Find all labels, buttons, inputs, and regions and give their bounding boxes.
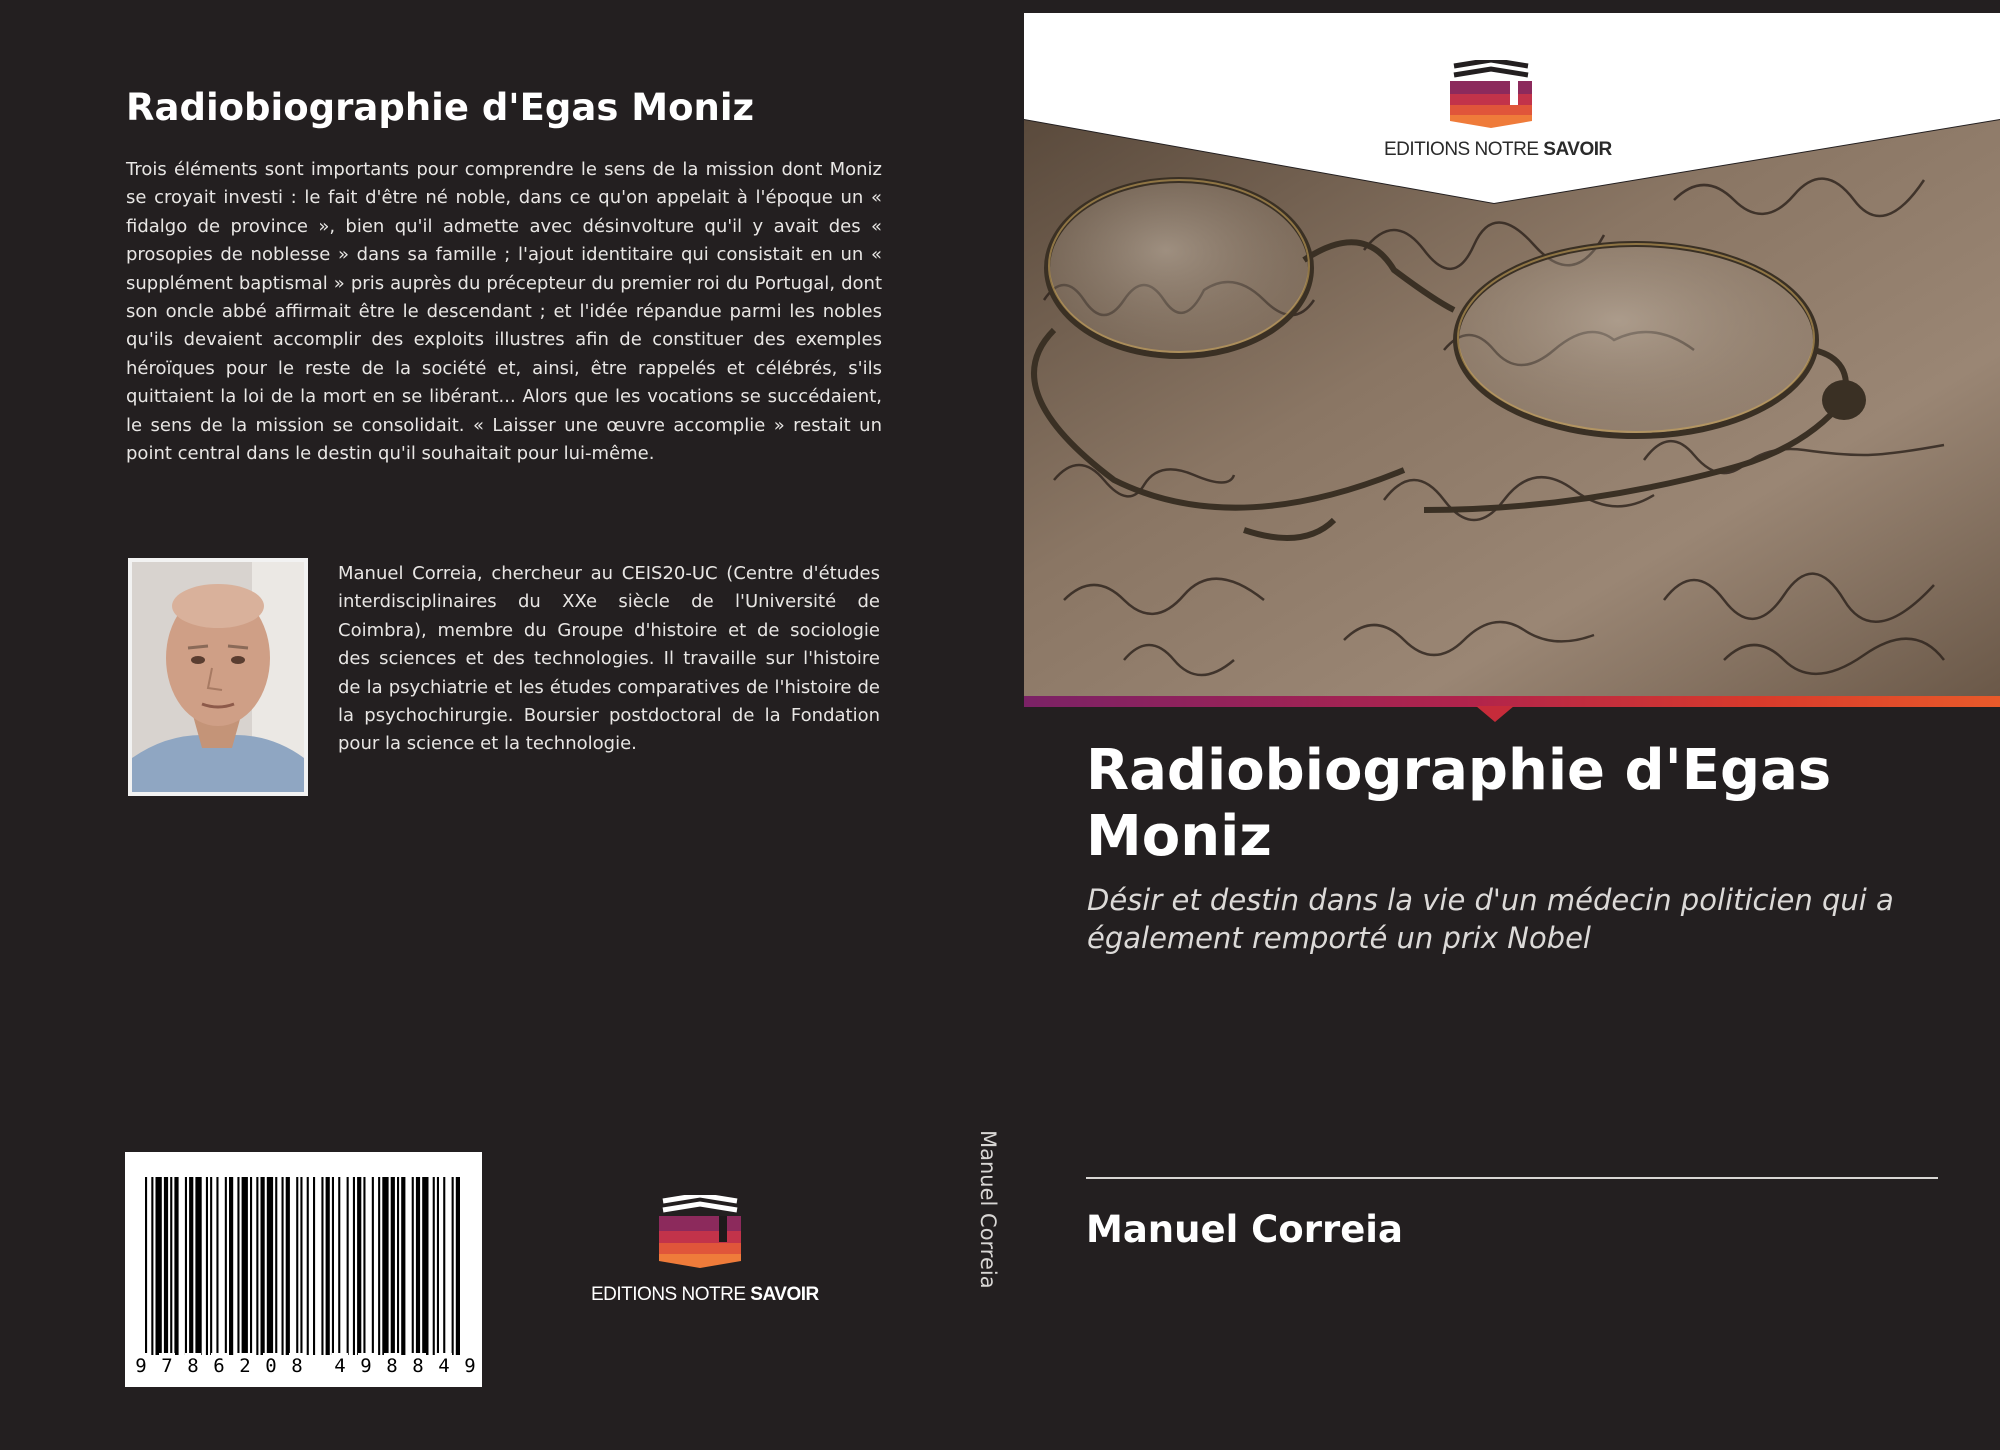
barcode-bar bbox=[412, 1177, 414, 1355]
barcode-bar bbox=[313, 1177, 315, 1355]
barcode-bar bbox=[229, 1177, 233, 1355]
publisher-name-light: EDITIONS NOTRE bbox=[591, 1284, 751, 1305]
barcode-bar bbox=[206, 1177, 208, 1355]
back-cover-blurb: Trois éléments sont importants pour comprendre le sens de la mission dont Moniz se croyait investi : le fait d'être né noble, dans ce qu'on appelait à l'époque un « fidalgo de province », bien qu'il admette avec désinvolture qu'il y avait des « prosopies de noblesse » dans sa famille ; l'ajout identitaire qui consistait en un « supplément baptismal » pris auprès du précepteur du premier roi du Portugal, dont son oncle abbé affirmait être le descendant ; et l'idée répandue parmi les nobles qu'ils devaient accomplir des exploits illustres afin de constituer des exemples héroïques pour le reste de la société et, ainsi, être rappelés et célébrés, s'ils quittaient la loi de la mort en se libérant... Alors que les vocations se succédaient, le sens de la mission se consolidait. « Laisser une œuvre accomplie » restait un point central dans le destin qu'il souhaitait pour lui-même. bbox=[126, 159, 882, 465]
barcode-bar bbox=[382, 1177, 388, 1355]
front-cover-title: Radiobiographie d'Egas Moniz bbox=[1086, 738, 1832, 869]
barcode-bar bbox=[300, 1177, 302, 1355]
barcode-bar bbox=[456, 1177, 460, 1355]
barcode-bar bbox=[433, 1177, 435, 1355]
barcode-bar bbox=[321, 1177, 323, 1355]
barcode-bar bbox=[170, 1177, 172, 1355]
barcode-bar bbox=[242, 1177, 248, 1355]
barcode-bar bbox=[185, 1177, 187, 1355]
barcode-bar bbox=[261, 1177, 265, 1355]
barcode-bar bbox=[357, 1177, 361, 1355]
barcode-bar bbox=[151, 1177, 153, 1355]
barcode-bar bbox=[189, 1177, 193, 1355]
isbn-digit: 8 bbox=[291, 1355, 303, 1377]
stacked-books-logo-icon bbox=[1446, 60, 1536, 128]
barcode-bar bbox=[195, 1177, 201, 1355]
publisher-name-bold: SAVOIR bbox=[1543, 139, 1612, 160]
isbn-digit: 6 bbox=[213, 1355, 225, 1377]
back-cover-title: Radiobiographie d'Egas Moniz bbox=[126, 86, 755, 129]
isbn-digit: 8 bbox=[386, 1355, 398, 1377]
isbn-digit: 0 bbox=[265, 1355, 277, 1377]
publisher-name-light: EDITIONS NOTRE bbox=[1384, 139, 1544, 160]
author-biography: Manuel Correia, chercheur au CEIS20-UC (Centre d'études interdisciplinaires du XXe siècle de l'Université de Coimbra), membre du Groupe d'histoire et de sociologie des sciences et des technologies. Il travaille sur l'histoire de la psychiatrie et les études comparatives de l'histoire de la psychochirurgie. Boursier postdoctoral de la Fondation pour la science et la technologie. bbox=[338, 563, 880, 755]
barcode-bar bbox=[326, 1177, 330, 1355]
isbn-digit: 7 bbox=[161, 1355, 173, 1377]
barcode-bar bbox=[452, 1177, 454, 1355]
barcode-bar bbox=[347, 1177, 349, 1355]
barcode-bar bbox=[275, 1177, 277, 1355]
barcode-bar bbox=[282, 1177, 284, 1355]
barcode-bar bbox=[256, 1177, 258, 1355]
barcode-bar bbox=[422, 1177, 428, 1355]
barcode-bar bbox=[164, 1177, 168, 1355]
barcode-bar bbox=[372, 1177, 374, 1355]
isbn-digit: 8 bbox=[187, 1355, 199, 1377]
barcode-bar bbox=[145, 1177, 147, 1355]
barcode-bar bbox=[216, 1177, 218, 1355]
barcode-bar bbox=[338, 1177, 340, 1355]
isbn-digit: 4 bbox=[438, 1355, 450, 1377]
barcode-bar bbox=[156, 1177, 162, 1355]
author-photo bbox=[128, 558, 308, 796]
front-cover-author: Manuel Correia bbox=[1086, 1208, 1403, 1251]
barcode-bar bbox=[250, 1177, 252, 1355]
cover-photo-glasses-on-manuscript bbox=[1024, 100, 2000, 698]
barcode-bar bbox=[296, 1177, 298, 1355]
accent-arrow bbox=[1476, 706, 1514, 722]
isbn-digit: 4 bbox=[334, 1355, 346, 1377]
barcode-bar bbox=[267, 1177, 273, 1355]
front-cover-subtitle: Désir et destin dans la vie d'un médecin politicien qui a également remporté un prix Nobel bbox=[1087, 883, 1894, 955]
stacked-books-logo-icon bbox=[655, 1195, 745, 1270]
isbn-digit: 9 bbox=[464, 1355, 476, 1377]
isbn-digit: 8 bbox=[412, 1355, 424, 1377]
barcode-bar bbox=[237, 1177, 239, 1355]
divider-line bbox=[1086, 1177, 1938, 1179]
barcode-bar bbox=[332, 1177, 334, 1355]
publisher-name-bold: SAVOIR bbox=[750, 1284, 819, 1305]
barcode-bar bbox=[378, 1177, 380, 1355]
barcode-bar bbox=[397, 1177, 399, 1355]
publisher-logo-front bbox=[1446, 60, 1536, 132]
barcode-bar bbox=[363, 1177, 365, 1355]
isbn-barcode bbox=[125, 1152, 482, 1387]
spine-author: Manuel Correia bbox=[976, 1130, 1000, 1289]
barcode-bar bbox=[437, 1177, 439, 1355]
barcode-bar bbox=[210, 1177, 212, 1355]
barcode-bar bbox=[391, 1177, 395, 1355]
barcode-bar bbox=[307, 1177, 309, 1355]
barcode-bar bbox=[443, 1177, 445, 1355]
publisher-logo-back bbox=[585, 1195, 819, 1317]
barcode-bar bbox=[225, 1177, 227, 1355]
barcode-bar bbox=[416, 1177, 420, 1355]
publisher-name-front bbox=[1384, 139, 1612, 161]
barcode-bar bbox=[353, 1177, 355, 1355]
isbn-digit: 9 bbox=[135, 1355, 147, 1377]
isbn-digit: 2 bbox=[239, 1355, 251, 1377]
isbn-digit: 9 bbox=[360, 1355, 372, 1377]
barcode-bar bbox=[401, 1177, 405, 1355]
barcode-bar bbox=[286, 1177, 290, 1355]
barcode-bar bbox=[174, 1177, 178, 1355]
